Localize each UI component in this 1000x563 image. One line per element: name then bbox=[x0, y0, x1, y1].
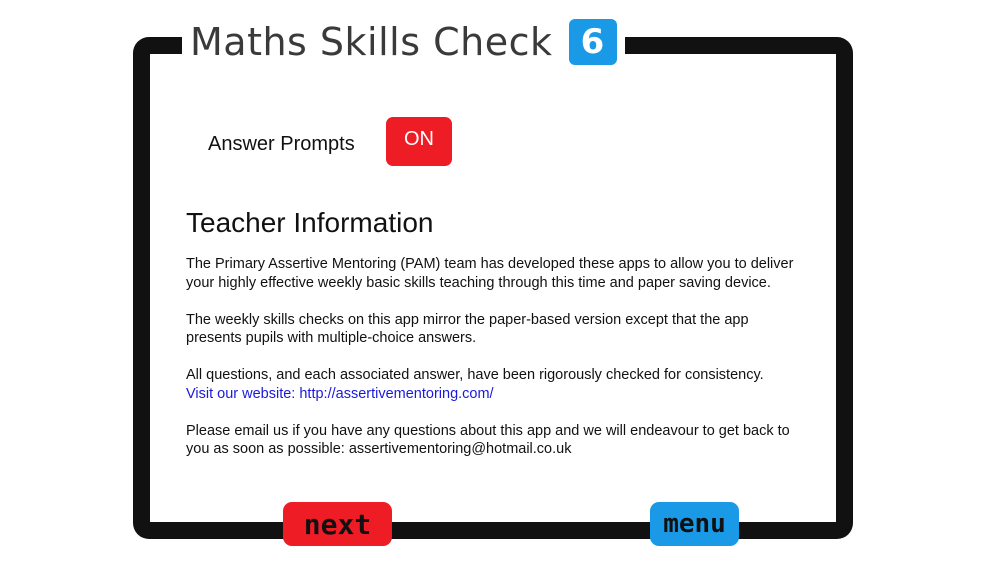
teacher-info-heading: Teacher Information bbox=[186, 207, 434, 238]
app-title: Maths Skills Check bbox=[190, 20, 553, 64]
info-paragraph-2: The weekly skills checks on this app mirror the paper-based version except that the app presents pupils with multiple-choice answers. bbox=[186, 311, 749, 346]
website-link[interactable]: Visit our website: http://assertivementoring.com/ bbox=[186, 385, 494, 402]
answer-prompts-label: Answer Prompts bbox=[208, 133, 355, 155]
info-paragraph-1: The Primary Assertive Mentoring (PAM) team has developed these apps to allow you to deliver your highly effective weekly basic skills teaching through this time and paper saving device. bbox=[186, 256, 794, 291]
title-bar bbox=[182, 14, 625, 70]
info-paragraph-4: Please email us if you have any questions about this app and we will endeavour to get back to you as soon as possible: assertivementoring@hotmail.co.uk bbox=[186, 422, 790, 457]
next-button[interactable]: next bbox=[283, 502, 392, 546]
level-badge: 6 bbox=[569, 19, 617, 65]
info-paragraph-3 bbox=[186, 366, 796, 403]
answer-prompts-toggle[interactable]: ON bbox=[386, 117, 452, 166]
info-paragraph-3-text: All questions, and each associated answer, have been rigorously checked for consistency. bbox=[186, 367, 764, 383]
teacher-info-body bbox=[186, 255, 796, 477]
menu-button[interactable]: menu bbox=[650, 502, 739, 546]
